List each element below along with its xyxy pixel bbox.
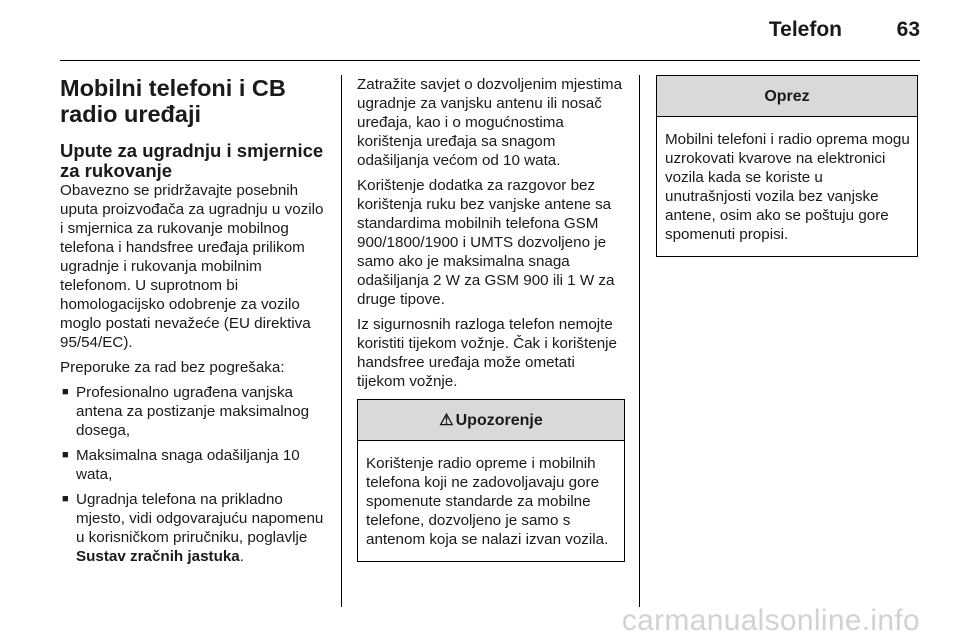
airbag-chapter-link[interactable]: Sustav zračnih jastuka	[76, 548, 240, 565]
list-item	[60, 446, 328, 484]
safety-paragraph: Iz sigurnosnih razloga telefon nemojte koristiti tijekom vožnje. Čak i korištenje handsfree uređaja može ometati tijekom vožnje.	[357, 316, 617, 390]
recommendations-list	[60, 383, 328, 566]
column-divider-2	[639, 75, 640, 607]
list-item-text: Profesionalno ugrađena vanjska antena za postizanje maksimalnog dosega,	[76, 384, 310, 439]
column-2	[357, 75, 625, 562]
warning-text: Korištenje radio opreme i mobilnih telefona koji ne zadovoljavaju gore spomenute standarde za mobilne telefone, dozvoljeno je samo s antenom koja se nalazi izvan vozila.	[366, 455, 609, 548]
intro-paragraph: Obavezno se pridržavajte posebnih uputa proizvođača za ugradnju u vozilo i smjernica za rukovanje mobilnog telefona i handsfree uređaja prilikom ugradnje i rukovanja mobilnim telefonom. U suprotnom bi homologacijsko odobrenje za vozilo moglo postati nevažeće (EU direktiva 95/54/EC).	[60, 182, 324, 351]
list-item	[60, 490, 328, 566]
handsfree-paragraph: Korištenje dodatka za razgovor bez korištenja ruku bez vanjske antene sa standardima mobilnih telefona GSM 900/1800/1900 i UMTS dozvoljeno je samo ako je maksimalna snaga odašiljanja 2 W za GSM 900 ili 1 W za druge tipove.	[357, 177, 615, 308]
warning-box	[357, 399, 625, 562]
caution-box	[656, 75, 918, 257]
caution-text: Mobilni telefoni i radio oprema mogu uzrokovati kvarove na elektronici vozila kada se koriste u unutrašnjosti vozila bez vanjske antene, osim ako se poštuju gore spomenuti propisi.	[665, 131, 910, 243]
page-number: 63	[896, 18, 920, 41]
list-item-text: Ugradnja telefona na prikladno mjesto, vidi odgovarajuću napomenu u korisničkom priručniku, poglavlje	[76, 491, 324, 546]
page-header	[60, 0, 920, 61]
list-item-text: Maksimalna snaga odašiljanja 10 wata,	[76, 447, 300, 483]
article-title: Mobilni telefoni i CB radio uređaji	[60, 75, 286, 127]
column-divider-1	[341, 75, 342, 607]
caution-title: Oprez	[657, 76, 917, 117]
recommendations-lead: Preporuke za rad bez pogrešaka:	[60, 359, 285, 376]
warning-header	[358, 400, 624, 441]
list-item	[60, 383, 328, 440]
section-title: Telefon	[768, 18, 842, 41]
warning-title: Upozorenje	[455, 412, 543, 429]
article-subtitle: Upute za ugradnju i smjernice za rukovanje	[60, 140, 324, 181]
watermark: carmanualsonline.info	[621, 604, 920, 637]
antenna-advice-paragraph: Zatražite savjet o dozvoljenim mjestima ugradnje za vanjsku antenu ili nosač uređaja, kao i o mogućnostima korištenja uređaja sa snagom odašiljanja većom od 10 wata.	[357, 76, 623, 169]
warning-icon: ⚠	[439, 412, 454, 429]
column-1	[60, 75, 328, 572]
column-3	[656, 75, 918, 257]
list-item-end: .	[239, 548, 244, 565]
